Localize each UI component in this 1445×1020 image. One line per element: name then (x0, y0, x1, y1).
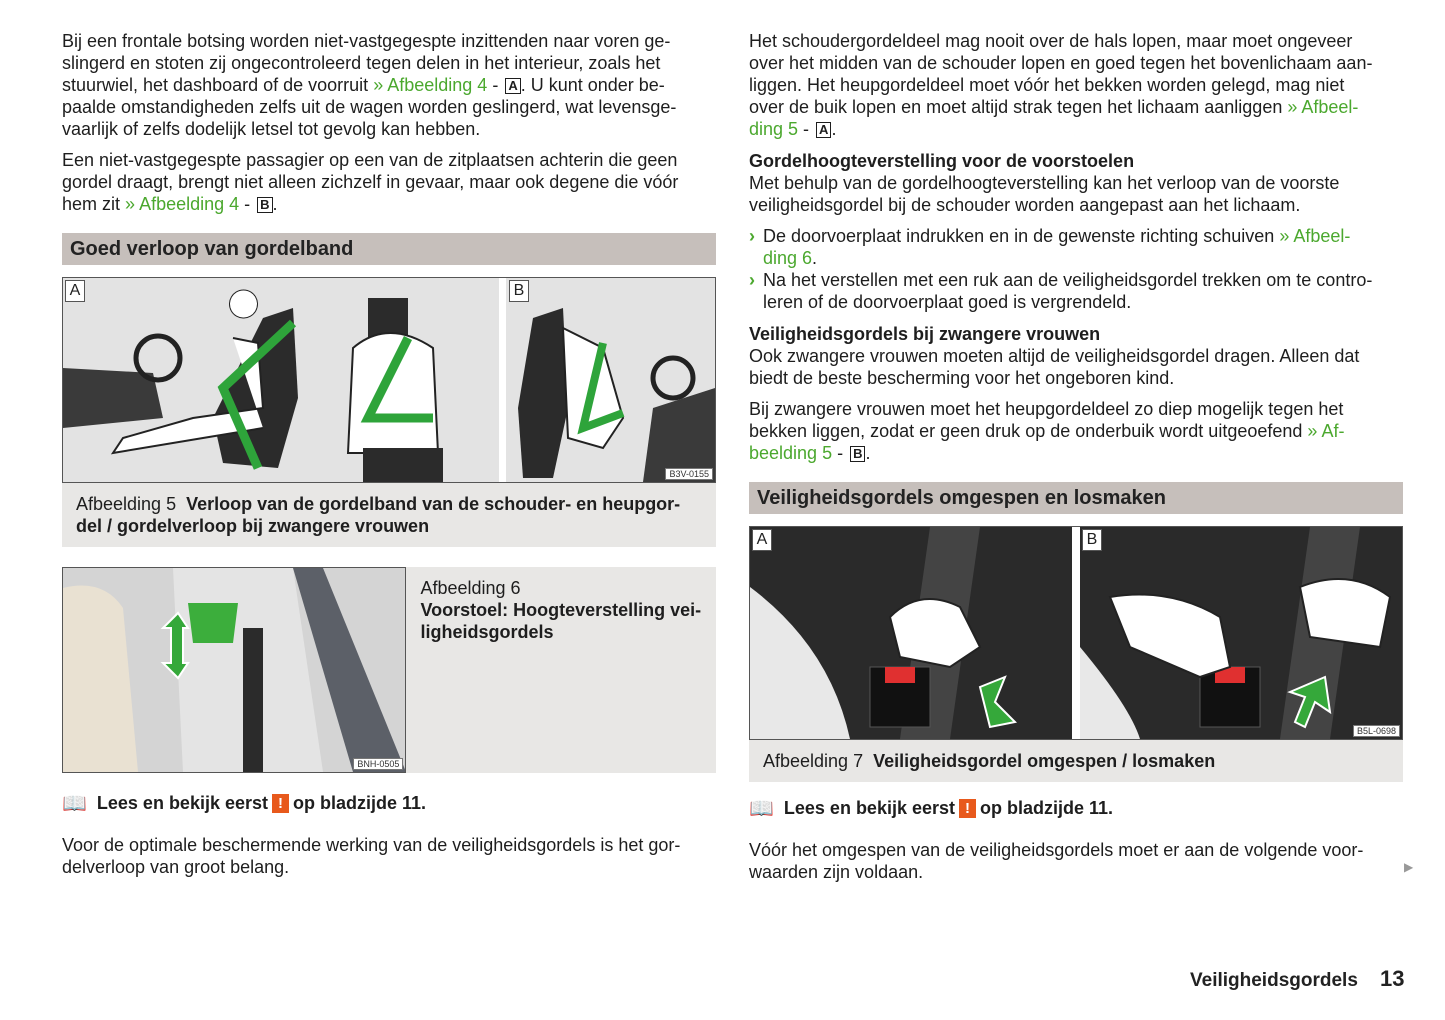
figure-label: Afbeelding 7 (763, 751, 864, 771)
ref-letter-b: B (850, 446, 865, 462)
figure-label: Afbeelding 5 (76, 494, 177, 514)
figure-6-caption: Afbeelding 6 Voorstoel: Hoogteverstelling vei- ligheidsgordels (406, 567, 716, 773)
belt-height-adjuster-illustration (63, 568, 406, 772)
seatbelt-illustration-5 (63, 278, 715, 482)
height-adjust-text: Met behulp van de gordelhoogteverstelling kan het verloop van de voorste veiligheidsgordel bij de schouder worden aangepast aan het lichaam. (749, 173, 1340, 215)
read-first-note: 📖 Lees en bekijk eerst ! op bladzijde 11. (62, 793, 427, 815)
page-number: 13 (1380, 966, 1405, 991)
bullet-chevron-icon: › (749, 270, 755, 290)
figure-6-image (62, 567, 406, 773)
list-item: › De doorvoerplaat indrukken en in de gewenste richting schuiven » Afbeel- ding 6. (749, 226, 1351, 268)
link-afbeelding-4[interactable]: » Afbeelding 4 (125, 194, 240, 214)
figure-tag-a: A (752, 529, 772, 551)
warning-icon: ! (272, 794, 289, 813)
figure-code: B5L-0698 (1353, 725, 1400, 737)
ref-letter-a: A (816, 122, 831, 138)
figure-code: BNH-0505 (353, 758, 403, 770)
book-icon: 📖 (749, 798, 774, 820)
link-afbeelding-6[interactable]: » Afbeel- (1279, 226, 1351, 246)
figure-7-caption (749, 740, 1403, 782)
section-title-omgespen: Veiligheidsgordels omgespen en losmaken (749, 482, 1403, 514)
figure-tag-b: B (509, 280, 529, 302)
bullet-chevron-icon: › (749, 226, 755, 246)
book-icon: 📖 (62, 793, 87, 815)
read-first-note: 📖 Lees en bekijk eerst ! op bladzijde 11. (749, 798, 1114, 820)
intro-paragraph-2: Een niet-vastgegespte passagier op een van de zitplaatsen achterin die geen gordel draagt, brengt niet alleen zichzelf in gevaar, maar ook degene die vóór hem zit » Afbeelding 4 - B . (62, 150, 679, 214)
figure-5-caption: Afbeelding 5 Verloop van de gordelband van de schouder- en heupgor- del / gordelverloop bij zwangere vrouwen (62, 483, 716, 547)
ref-letter-a: A (505, 78, 520, 94)
closing-paragraph-left: Voor de optimale beschermende werking van de veiligheidsgordels is het gor- delverloop van groot belang. (62, 835, 681, 877)
figure-5-image (62, 277, 716, 483)
page-reference-link[interactable]: op bladzijde 11. (980, 798, 1114, 818)
figure-label: Afbeelding 6 (420, 578, 521, 598)
link-afbeelding-5[interactable]: » Af- (1307, 421, 1345, 441)
link-afbeelding-5-cont[interactable]: ding 5 (749, 119, 799, 139)
intro-paragraph-1: Bij een frontale botsing worden niet-vastgegespte inzittenden naar voren ge- slingerd en stoten zij ongecontroleerd tegen delen in het interieur, zoals het stuurwiel, het dashboard of de voorruit » Afbeelding 4 - A . U kunt onder be- paalde omstandigheden zelfs uit de wagen worden geslingerd, wat levensge- vaarlijk of zelfs dodelijk letsel tot gevolg kan hebben. (62, 31, 677, 139)
pregnant-lap-belt-paragraph: Bij zwangere vrouwen moet het heupgordeldeel zo diep mogelijk tegen het bekken liggen, zodat er geen druk op de onderbuik wordt uitgeoefend » Af- beelding 5 - B . (749, 399, 1345, 463)
figure-6 (62, 567, 716, 773)
shoulder-belt-paragraph: Het schoudergordeldeel mag nooit over de hals lopen, maar moet ongeveer over het midden van de schouder lopen en goed tegen het bovenlichaam aan- liggen. Het heupgordeldeel moet vóór het bekken worden gelegd, mag niet over de buik lopen en moet altijd strak tegen het lichaam aanliggen » Afbeel- ding 5 - A . (749, 31, 1373, 139)
figure-tag-b: B (1082, 529, 1102, 551)
list-item: › Na het verstellen met een ruk aan de veiligheidsgordel trekken om te contro- leren of de doorvoerplaat goed is vergrendeld. (749, 270, 1373, 312)
warning-icon: ! (959, 799, 976, 818)
figure-title: Verloop van de gordelband van de schouder- en heupgor- (186, 494, 681, 514)
subheading-height-adjust: Gordelhoogteverstelling voor de voorstoelen (749, 151, 1135, 171)
section-title-gordelband: Goed verloop van gordelband (62, 233, 716, 265)
closing-paragraph-right: Vóór het omgespen van de veiligheidsgordels moet er aan de volgende voor- waarden zijn voldaan. (749, 840, 1364, 882)
right-column (749, 30, 1403, 883)
figure-code: B3V-0155 (665, 468, 713, 480)
pregnant-text: Ook zwangere vrouwen moeten altijd de veiligheidsgordel dragen. Alleen dat biedt de beste bescherming voor het ongeboren kind. (749, 346, 1360, 388)
buckle-illustration (750, 527, 1402, 739)
figure-title: Voorstoel: Hoogteverstelling vei- (420, 600, 702, 620)
footer-chapter-title: Veiligheidsgordels (1190, 970, 1358, 991)
next-page-icon[interactable]: ▶ (1404, 860, 1414, 874)
figure-tag-a: A (65, 280, 85, 302)
link-afbeelding-5[interactable]: » Afbeel- (1287, 97, 1359, 117)
figure-title: Veiligheidsgordel omgespen / losmaken (873, 751, 1216, 771)
subheading-pregnant: Veiligheidsgordels bij zwangere vrouwen (749, 324, 1101, 344)
figure-7-image (749, 526, 1403, 740)
ref-letter-b: B (257, 197, 272, 213)
link-afbeelding-4[interactable]: » Afbeelding 4 (373, 75, 488, 95)
left-column (62, 30, 716, 878)
page-reference-link[interactable]: op bladzijde 11. (293, 793, 427, 813)
